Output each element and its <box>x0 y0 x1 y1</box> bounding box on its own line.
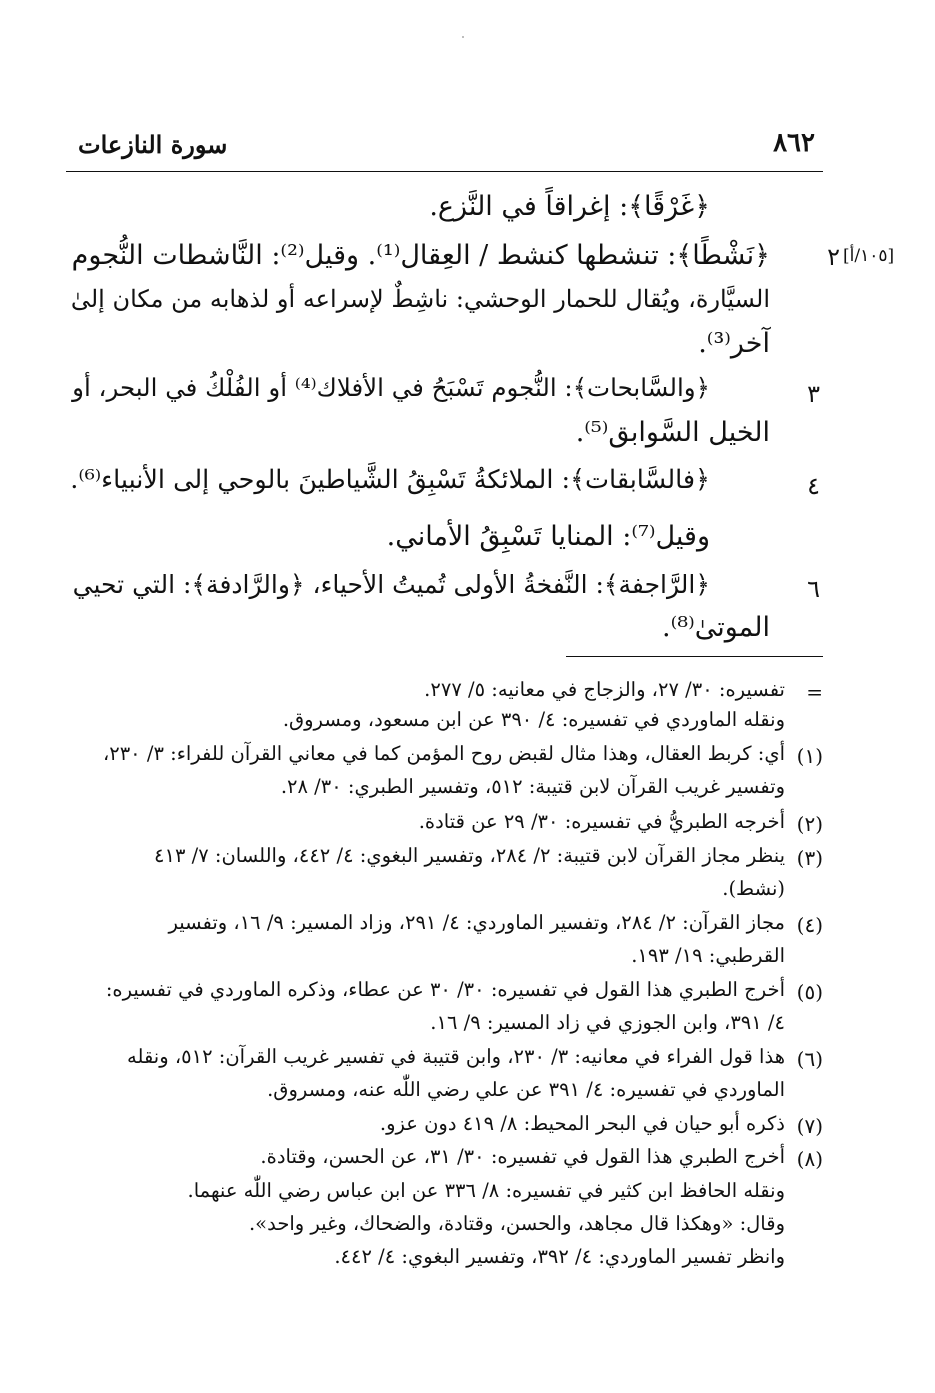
verse-line: ﴿الرَّاجفة﴾: النَّفخةُ الأولى تُميتُ الأحياء، ﴿والرَّادفة﴾: التي تحيي <box>72 570 710 599</box>
footnote-line: أخرجه الطبريُّ في تفسيره: ٣٠/ ٢٩ عن قتادة. <box>418 810 785 833</box>
footnote-line: ٤/ ٣٩١، وابن الجوزي في زاد المسير: ٩/ ١٦. <box>430 1011 785 1034</box>
footnote-line: تفسيره: ٣٠/ ٢٧، والزجاج في معانيه: ٥/ ٢٧٧. <box>424 678 785 701</box>
footnote-line: ينظر مجاز القرآن لابن قتيبة: ٢/ ٢٨٤، وتفسير البغوي: ٤/ ٤٤٢، واللسان: ٧/ ٤١٣ <box>154 844 785 867</box>
footnote-mark: (٨) <box>796 1147 823 1171</box>
footnote-line: ونقله الماوردي في تفسيره: ٤/ ٣٩٠ عن ابن مسعود، ومسروق. <box>282 708 785 731</box>
footnote-line: مجاز القرآن: ٢/ ٢٨٤، وتفسير الماوردي: ٤/ ٢٩١، وزاد المسير: ٩/ ١٦، وتفسير <box>168 911 785 934</box>
verse-number: ٢ <box>827 243 840 271</box>
verse-number: ٦ <box>807 575 820 603</box>
manuscript-folio-ref: [١٠٥/أ] <box>843 246 895 266</box>
footnote-mark: (٤) <box>796 913 823 937</box>
verse-line: السيَّارة، ويُقال للحمار الوحشي: ناشِطٌ لإسراعه أو لذهابه من مكان إلىٰ <box>70 285 770 313</box>
footnote-line: ذكره أبو حيان في البحر المحيط: ٨/ ٤١٩ دون عزو. <box>379 1112 785 1135</box>
footnote-line: أخرج الطبري هذا القول في تفسيره: ٣٠/ ٣٠ عن عطاء، وذكره الماوردي في تفسيره: <box>105 978 785 1001</box>
verse-line: ﴿والسَّابحات﴾: النُّجوم تَسْبَحُ في الأفلاك⁽⁴⁾ أو الفُلْكُ في البحر، أو <box>72 373 710 402</box>
scan-speck <box>462 36 464 38</box>
footnote-line: (نشط). <box>722 877 785 900</box>
footnote-line: هذا قول الفراء في معانيه: ٣/ ٢٣٠، وابن قتيبة في تفسير غريب القرآن: ٥١٢، ونقله <box>127 1045 785 1068</box>
verse-line: ﴿فالسَّابقات﴾: الملائكةُ تَسْبِقُ الشَّياطينَ بالوحي إلى الأنبياء⁽⁶⁾. <box>70 465 710 495</box>
verse-number: ٣ <box>807 380 820 408</box>
footnote-line: الماوردي في تفسيره: ٤/ ٣٩١ عن علي رضي اللّٰه عنه، ومسروق. <box>267 1078 785 1101</box>
footnote-separator <box>566 656 823 657</box>
footnote-mark: (٣) <box>796 846 823 870</box>
footnote-mark: (٧) <box>796 1114 823 1138</box>
footnote-mark: (٦) <box>796 1047 823 1071</box>
verse-line: الخيل السَّوابق⁽⁵⁾. <box>575 417 770 448</box>
verse-line: ﴿غَرْقًا﴾: إغراقاً في النَّزع. <box>429 191 710 222</box>
footnote-line: وانظر تفسير الماوردي: ٤/ ٣٩٢، وتفسير البغوي: ٤/ ٤٤٢. <box>334 1245 785 1268</box>
header-rule <box>66 171 823 172</box>
footnote-mark: = <box>806 680 823 704</box>
verse-line: الموتىٰ⁽⁸⁾. <box>662 612 770 643</box>
footnote-line: أخرج الطبري هذا القول في تفسيره: ٣٠/ ٣١، عن الحسن، وقتادة. <box>260 1145 785 1168</box>
footnote-line: أي: كربط العقال، وهذا مثال لقبض روح المؤمن كما في معاني القرآن للفراء: ٣/ ٢٣٠، <box>102 742 785 765</box>
footnote-line: ونقله الحافظ ابن كثير في تفسيره: ٨/ ٣٣٦ عن ابن عباس رضي اللّٰه عنهما. <box>187 1179 785 1202</box>
footnote-mark: (٥) <box>796 980 823 1004</box>
page-number: ٨٦٢ <box>773 128 815 158</box>
footnote-line: وقال: «وهكذا قال مجاهد، والحسن، وقتادة، والضحاك، وغير واحد». <box>248 1212 785 1235</box>
footnote-line: القرطبي: ١٩/ ١٩٣. <box>631 944 785 967</box>
verse-line: آخر⁽³⁾. <box>698 328 770 359</box>
footnote-mark: (٢) <box>796 812 823 836</box>
verse-line: وقيل⁽⁷⁾: المنايا تَسْبِقُ الأماني. <box>386 521 710 552</box>
footnote-mark: (١) <box>796 744 823 768</box>
verse-number: ٤ <box>807 472 820 500</box>
surah-title: سورة النازعات <box>78 130 228 159</box>
footnote-line: وتفسير غريب القرآن لابن قتيبة: ٥١٢، وتفسير الطبري: ٣٠/ ٢٨. <box>280 775 785 798</box>
verse-line: ﴿نَشْطًا﴾: تنشطها كنشط / العِقال⁽¹⁾. وقيل⁽²⁾: النَّاشطات النُّجوم <box>71 240 770 271</box>
